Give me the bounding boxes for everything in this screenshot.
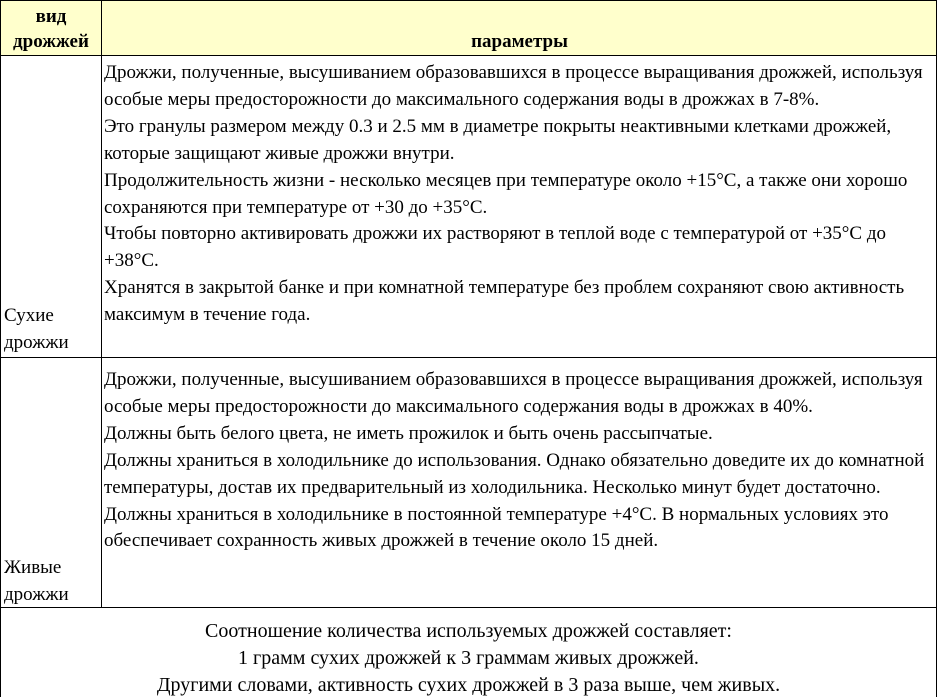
footer-line-2: 1 грамм сухих дрожжей к 3 граммам живых дрожжей. xyxy=(238,647,699,669)
footer-line-3: Другими словами, активность сухих дрожжей в 3 раза выше, чем живых. xyxy=(156,674,781,696)
header-divider xyxy=(0,55,937,56)
row-fresh-type-line1: Живые xyxy=(4,557,62,578)
row-fresh-paragraph: Дрожжи, полученные, высушиванием образовавшихся в процессе выращивания дрожжей, используя особые меры предосторожности до максимального содержания воды в дрожжах в 40%. xyxy=(104,369,923,417)
header-type-line2: дрожжей xyxy=(13,31,89,52)
row-dry-paragraph: Дрожжи, полученные, высушиванием образовавшихся в процессе выращивания дрожжей, используя особые меры предосторожности до максимального содержания воды в дрожжах в 7-8%. xyxy=(104,62,923,110)
row-divider xyxy=(0,357,937,358)
row-dry-paragraph: Хранятся в закрытой банке и при комнатной температуре без проблем сохраняют свою активность максимум в течение года. xyxy=(104,277,905,326)
header-params-label: параметры xyxy=(471,31,568,52)
footer-divider xyxy=(0,607,937,608)
row-dry-type-label xyxy=(4,303,100,356)
row-dry-type-line1: Сухие xyxy=(4,305,54,326)
row-dry-paragraph: Это гранулы размером между 0.3 и 2.5 мм в диаметре покрыты неактивными клетками дрожжей, которые защищают живые дрожжи внутри. xyxy=(104,115,892,164)
row-dry-paragraph: Чтобы повторно активировать дрожжи их растворяют в теплой воде с температурой от +35°C до +38°C. xyxy=(104,223,886,272)
row-dry-paragraph: Продолжительность жизни - несколько месяцев при температуре около +15°C, а также они хорошо сохраняются при температуре от +30 до +35°C. xyxy=(104,169,908,218)
row-fresh-paragraph: Должны храниться в холодильнике до использования. Однако обязательно доведите их до комнатной температуры, достав их предварительный из холодильника. Несколько минут будет достаточно. xyxy=(104,449,925,498)
row-dry-parameters xyxy=(104,60,934,329)
column-divider xyxy=(101,0,102,608)
row-dry-type-line2: дрожжи xyxy=(4,331,69,353)
row-fresh-parameters xyxy=(104,367,934,555)
border-top xyxy=(0,0,937,1)
row-fresh-type-line2: дрожжи xyxy=(4,583,69,605)
row-fresh-paragraph: Должны храниться в холодильнике в постоянной температуре +4°C. В нормальных условиях это обеспечивает сохранность живых дрожжей в течение около 15 дней. xyxy=(104,503,889,552)
header-type-line1: вид xyxy=(35,6,67,27)
footer-line-1: Соотношение количества используемых дрожжей составляет: xyxy=(205,620,732,642)
row-fresh-type-label xyxy=(4,555,100,608)
border-left xyxy=(0,0,1,697)
row-fresh-paragraph: Должны быть белого цвета, не иметь прожилок и быть очень рассыпчатые. xyxy=(104,422,713,444)
